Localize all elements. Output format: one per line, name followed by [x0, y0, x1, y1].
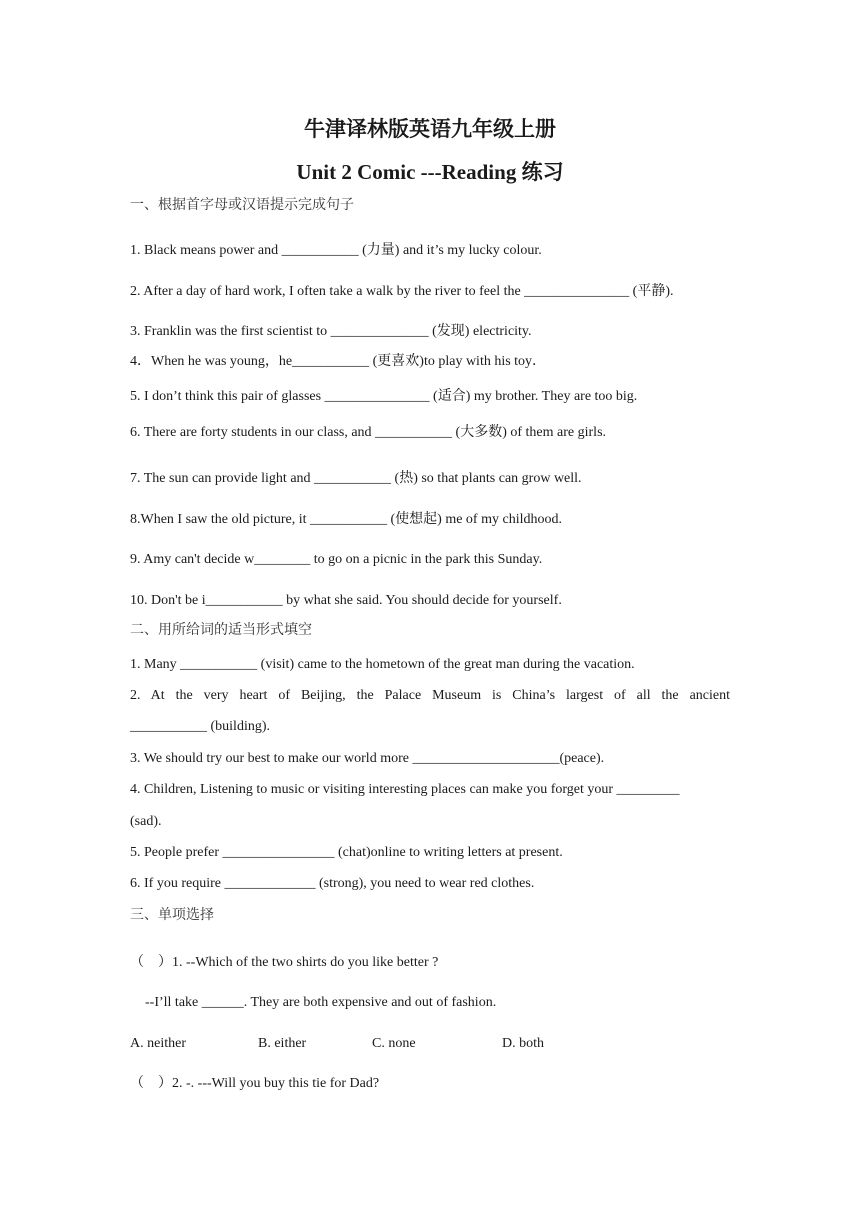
section2-item: 2. At the very heart of Beijing, the Palace Museum is China’s largest of all the ancient [130, 688, 730, 703]
section2-item: 5. People prefer ________________ (chat)online to writing letters at present. [130, 845, 563, 860]
section2-item: 1. Many ___________ (visit) came to the hometown of the great man during the vacation. [130, 657, 635, 672]
section3-heading: 三、单项选择 [130, 907, 214, 923]
question-2: （ ）2. -. ---Will you buy this tie for Dad? [130, 1076, 380, 1091]
question-1-option-d: D. both [502, 1036, 544, 1051]
section2-item: 3. We should try our best to make our world more _____________________(peace). [130, 751, 605, 766]
document-subtitle: Unit 2 Comic ---Reading 练习 [296, 160, 564, 184]
section1-item: 9. Amy can't decide w________ to go on a picnic in the park this Sunday. [130, 552, 543, 567]
section1-item: 1. Black means power and ___________ (力量) and it’s my lucky colour. [130, 243, 542, 258]
section1-item: 7. The sun can provide light and ___________ (热) so that plants can grow well. [130, 471, 582, 486]
section1-item: 2. After a day of hard work, I often take a walk by the river to feel the _______________ (平静). [130, 284, 674, 299]
section1-item: 5. I don’t think this pair of glasses _______________ (适合) my brother. They are too big. [130, 389, 638, 404]
section2-item: 4. Children, Listening to music or visiting interesting places can make you forget your _________ [130, 782, 680, 797]
question-1-option-a: A. neither [130, 1036, 186, 1051]
question-1-reply: --I’ll take ______. They are both expensive and out of fashion. [145, 995, 497, 1010]
section1-item: 8.When I saw the old picture, it ___________ (使想起) me of my childhood. [130, 512, 562, 527]
section1-item: 10. Don't be i___________ by what she said. You should decide for yourself. [130, 593, 562, 608]
section2-item-continuation: (sad). [130, 814, 162, 829]
question-1: （ ）1. --Which of the two shirts do you like better ? [130, 955, 439, 970]
section1-heading: 一、根据首字母或汉语提示完成句子 [130, 197, 354, 213]
section2-heading: 二、用所给词的适当形式填空 [130, 622, 312, 638]
section1-item: 4．When he was young，he___________ (更喜欢)to play with his toy． [130, 354, 547, 369]
question-1-option-b: B. either [258, 1036, 307, 1051]
section2-item: 6. If you require _____________ (strong), you need to wear red clothes. [130, 876, 535, 891]
section1-item: 6. There are forty students in our class, and ___________ (大多数) of them are girls. [130, 425, 607, 440]
section2-item-continuation: ___________ (building). [130, 719, 270, 734]
section1-item: 3. Franklin was the first scientist to ______________ (发现) electricity. [130, 324, 532, 339]
question-1-option-c: C. none [372, 1036, 416, 1051]
document-title: 牛津译林版英语九年级上册 [304, 117, 556, 141]
